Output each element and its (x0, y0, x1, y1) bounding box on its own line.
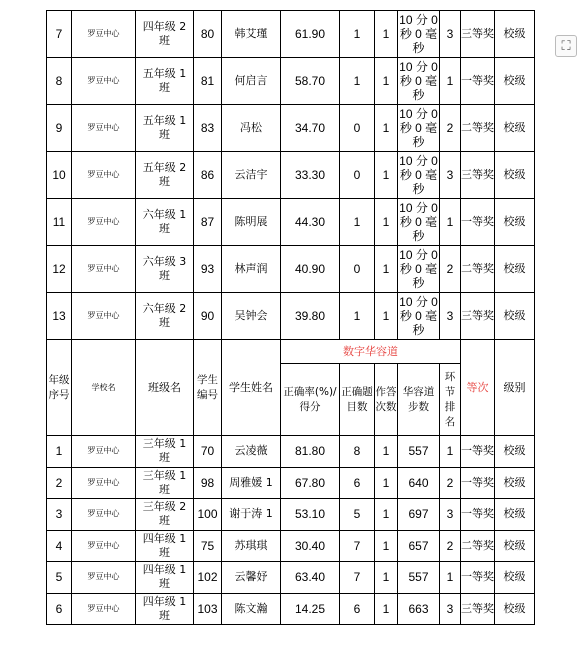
cell-award: 三等奖 (461, 11, 495, 58)
cell-student-no: 100 (194, 499, 222, 531)
table-row (47, 499, 535, 531)
cell-student-name: 陈明展 (222, 199, 281, 246)
header-attempts: 作答次数 (375, 364, 398, 436)
header-accuracy: 正确率(%)/得分 (281, 364, 340, 436)
cell-seq: 1 (47, 436, 72, 468)
cell-attempts: 1 (375, 293, 398, 340)
cell-seq: 11 (47, 199, 72, 246)
cell-accuracy: 63.40 (281, 562, 340, 594)
header-correct-count: 正确题目数 (340, 364, 375, 436)
cell-rank: 1 (440, 58, 461, 105)
cell-seq: 12 (47, 246, 72, 293)
cell-student-no: 98 (194, 467, 222, 499)
cell-class: 六年级 1 班 (136, 199, 194, 246)
cell-award: 二等奖 (461, 246, 495, 293)
cell-school: 罗豆中心 (72, 499, 136, 531)
cell-student-no: 103 (194, 593, 222, 625)
cell-award: 一等奖 (461, 499, 495, 531)
cell-correct-count: 1 (340, 293, 375, 340)
cell-seq: 10 (47, 152, 72, 199)
table-row (47, 246, 535, 293)
cell-school: 罗豆中心 (72, 152, 136, 199)
cell-steps: 640 (398, 467, 440, 499)
cell-student-no: 83 (194, 105, 222, 152)
cell-seq: 8 (47, 58, 72, 105)
cell-student-name: 云凌薇 (222, 436, 281, 468)
cell-correct-count: 0 (340, 105, 375, 152)
cell-steps: 10 分 0 秒 0 毫秒 (398, 199, 440, 246)
cell-student-name: 吴钟会 (222, 293, 281, 340)
cell-class: 五年级 1 班 (136, 105, 194, 152)
cell-school: 罗豆中心 (72, 436, 136, 468)
table-row (47, 467, 535, 499)
cell-correct-count: 6 (340, 467, 375, 499)
cell-correct-count: 6 (340, 593, 375, 625)
cell-school: 罗豆中心 (72, 593, 136, 625)
cell-steps: 657 (398, 530, 440, 562)
cell-school: 罗豆中心 (72, 246, 136, 293)
cell-level: 校级 (495, 246, 535, 293)
cell-level: 校级 (495, 152, 535, 199)
cell-rank: 2 (440, 467, 461, 499)
cell-award: 二等奖 (461, 105, 495, 152)
cell-accuracy: 67.80 (281, 467, 340, 499)
results-table (46, 10, 535, 625)
cell-level: 校级 (495, 499, 535, 531)
cell-award: 三等奖 (461, 152, 495, 199)
cell-accuracy: 61.90 (281, 11, 340, 58)
header-student-name: 学生姓名 (222, 340, 281, 436)
cell-rank: 2 (440, 246, 461, 293)
cell-correct-count: 1 (340, 11, 375, 58)
header-group-title: 数字华容道 (281, 340, 461, 364)
cell-award: 三等奖 (461, 293, 495, 340)
cell-level: 校级 (495, 530, 535, 562)
cell-level: 校级 (495, 593, 535, 625)
cell-accuracy: 44.30 (281, 199, 340, 246)
cell-rank: 2 (440, 530, 461, 562)
cell-school: 罗豆中心 (72, 467, 136, 499)
cell-school: 罗豆中心 (72, 562, 136, 594)
cell-student-no: 102 (194, 562, 222, 594)
cell-attempts: 1 (375, 467, 398, 499)
cell-correct-count: 7 (340, 562, 375, 594)
cell-student-name: 何启言 (222, 58, 281, 105)
cell-steps: 10 分 0 秒 0 毫秒 (398, 105, 440, 152)
cell-attempts: 1 (375, 246, 398, 293)
cell-correct-count: 8 (340, 436, 375, 468)
cell-steps: 697 (398, 499, 440, 531)
header-school: 学校名 (72, 340, 136, 436)
cell-rank: 1 (440, 436, 461, 468)
cell-class: 四年级 1 班 (136, 562, 194, 594)
cell-class: 四年级 1 班 (136, 530, 194, 562)
cell-student-no: 87 (194, 199, 222, 246)
table-row (47, 293, 535, 340)
cell-level: 校级 (495, 58, 535, 105)
cell-level: 校级 (495, 293, 535, 340)
table-row (47, 436, 535, 468)
cell-seq: 5 (47, 562, 72, 594)
cell-steps: 10 分 0 秒 0 毫秒 (398, 58, 440, 105)
table-header (47, 340, 535, 436)
cell-correct-count: 7 (340, 530, 375, 562)
cell-attempts: 1 (375, 530, 398, 562)
cell-rank: 3 (440, 293, 461, 340)
cell-attempts: 1 (375, 58, 398, 105)
cell-level: 校级 (495, 105, 535, 152)
cell-class: 六年级 2 班 (136, 293, 194, 340)
header-rank: 环节排名 (440, 364, 461, 436)
cell-steps: 663 (398, 593, 440, 625)
cell-seq: 9 (47, 105, 72, 152)
screenshot-button[interactable] (555, 35, 577, 57)
cell-award: 一等奖 (461, 436, 495, 468)
cell-seq: 7 (47, 11, 72, 58)
cell-level: 校级 (495, 199, 535, 246)
cell-attempts: 1 (375, 105, 398, 152)
cell-school: 罗豆中心 (72, 530, 136, 562)
cell-student-name: 云馨妤 (222, 562, 281, 594)
cell-award: 二等奖 (461, 530, 495, 562)
cell-accuracy: 53.10 (281, 499, 340, 531)
table-row (47, 562, 535, 594)
header-class-name: 班级名 (136, 340, 194, 436)
cell-award: 一等奖 (461, 467, 495, 499)
cell-attempts: 1 (375, 152, 398, 199)
cell-seq: 2 (47, 467, 72, 499)
cell-school: 罗豆中心 (72, 199, 136, 246)
header-award: 等次 (461, 340, 495, 436)
cell-attempts: 1 (375, 436, 398, 468)
cell-steps: 557 (398, 562, 440, 594)
header-level: 级别 (495, 340, 535, 436)
cell-rank: 2 (440, 105, 461, 152)
cell-correct-count: 1 (340, 58, 375, 105)
cell-school: 罗豆中心 (72, 58, 136, 105)
table-row (47, 152, 535, 199)
screenshot-icon: ⛶ (561, 38, 571, 54)
cell-correct-count: 5 (340, 499, 375, 531)
cell-steps: 557 (398, 436, 440, 468)
table-body-top (47, 11, 535, 340)
cell-class: 四年级 2 班 (136, 11, 194, 58)
cell-student-name: 林声润 (222, 246, 281, 293)
cell-attempts: 1 (375, 199, 398, 246)
cell-level: 校级 (495, 11, 535, 58)
cell-award: 一等奖 (461, 562, 495, 594)
cell-steps: 10 分 0 秒 0 毫秒 (398, 11, 440, 58)
cell-class: 五年级 1 班 (136, 58, 194, 105)
cell-steps: 10 分 0 秒 0 毫秒 (398, 246, 440, 293)
cell-accuracy: 40.90 (281, 246, 340, 293)
cell-steps: 10 分 0 秒 0 毫秒 (398, 152, 440, 199)
cell-seq: 3 (47, 499, 72, 531)
cell-level: 校级 (495, 467, 535, 499)
cell-rank: 1 (440, 199, 461, 246)
table-row (47, 593, 535, 625)
cell-student-name: 陈文瀚 (222, 593, 281, 625)
cell-student-no: 90 (194, 293, 222, 340)
table-row (47, 105, 535, 152)
cell-steps: 10 分 0 秒 0 毫秒 (398, 293, 440, 340)
table-row (47, 11, 535, 58)
cell-accuracy: 39.80 (281, 293, 340, 340)
cell-award: 三等奖 (461, 593, 495, 625)
header-steps: 华容道步数 (398, 364, 440, 436)
cell-attempts: 1 (375, 499, 398, 531)
cell-student-name: 谢于涛 1 (222, 499, 281, 531)
cell-rank: 3 (440, 152, 461, 199)
cell-student-no: 75 (194, 530, 222, 562)
cell-award: 一等奖 (461, 199, 495, 246)
cell-student-no: 86 (194, 152, 222, 199)
cell-correct-count: 0 (340, 152, 375, 199)
table-body-bottom (47, 436, 535, 625)
cell-student-name: 苏琪琪 (222, 530, 281, 562)
cell-accuracy: 81.80 (281, 436, 340, 468)
cell-rank: 3 (440, 499, 461, 531)
cell-class: 三年级 2 班 (136, 499, 194, 531)
cell-accuracy: 14.25 (281, 593, 340, 625)
cell-student-no: 70 (194, 436, 222, 468)
cell-class: 五年级 2 班 (136, 152, 194, 199)
table-row (47, 58, 535, 105)
cell-rank: 3 (440, 11, 461, 58)
cell-correct-count: 1 (340, 199, 375, 246)
cell-accuracy: 33.30 (281, 152, 340, 199)
cell-accuracy: 34.70 (281, 105, 340, 152)
cell-seq: 6 (47, 593, 72, 625)
table-row (47, 199, 535, 246)
cell-attempts: 1 (375, 593, 398, 625)
cell-student-no: 81 (194, 58, 222, 105)
cell-student-name: 周雅媛 1 (222, 467, 281, 499)
cell-student-name: 冯松 (222, 105, 281, 152)
table-row (47, 530, 535, 562)
cell-class: 六年级 3 班 (136, 246, 194, 293)
cell-class: 三年级 1 班 (136, 467, 194, 499)
cell-student-name: 韩艾瑾 (222, 11, 281, 58)
cell-school: 罗豆中心 (72, 11, 136, 58)
header-student-no: 学生编号 (194, 340, 222, 436)
cell-school: 罗豆中心 (72, 105, 136, 152)
cell-seq: 4 (47, 530, 72, 562)
cell-award: 一等奖 (461, 58, 495, 105)
cell-student-no: 93 (194, 246, 222, 293)
cell-attempts: 1 (375, 11, 398, 58)
cell-attempts: 1 (375, 562, 398, 594)
cell-rank: 3 (440, 593, 461, 625)
cell-class: 三年级 1 班 (136, 436, 194, 468)
cell-seq: 13 (47, 293, 72, 340)
cell-student-no: 80 (194, 11, 222, 58)
header-grade-seq: 年级序号 (47, 340, 72, 436)
cell-accuracy: 30.40 (281, 530, 340, 562)
cell-accuracy: 58.70 (281, 58, 340, 105)
cell-level: 校级 (495, 436, 535, 468)
cell-student-name: 云洁宇 (222, 152, 281, 199)
cell-school: 罗豆中心 (72, 293, 136, 340)
cell-rank: 1 (440, 562, 461, 594)
cell-correct-count: 0 (340, 246, 375, 293)
cell-class: 四年级 1 班 (136, 593, 194, 625)
cell-level: 校级 (495, 562, 535, 594)
